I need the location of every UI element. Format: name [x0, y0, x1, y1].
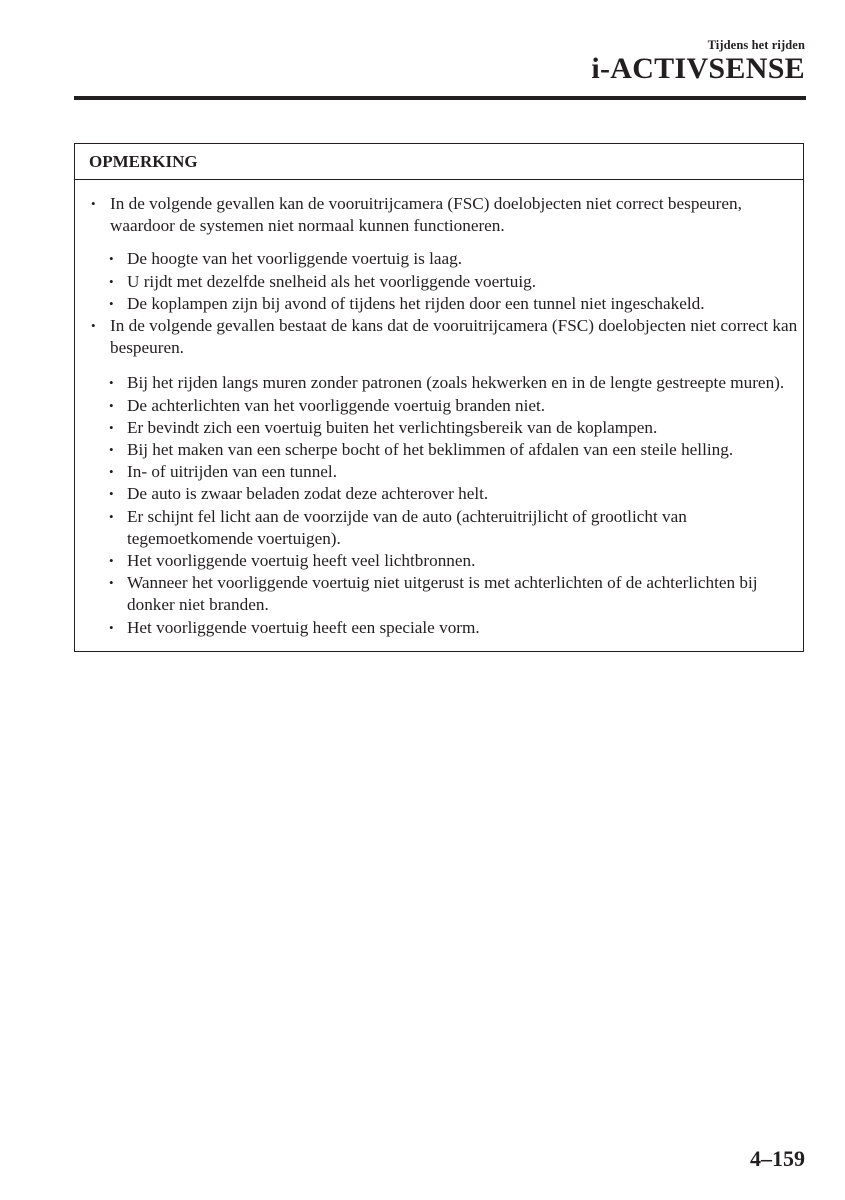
list-item-text: De hoogte van het voorliggende voertuig is laag. [127, 249, 463, 269]
sub-list-item [75, 550, 803, 572]
header-divider [74, 96, 806, 100]
note-heading: OPMERKING [75, 144, 803, 180]
list-item-text: Bij het maken van een scherpe bocht of het beklimmen of afdalen van een steile helling. [127, 440, 734, 460]
list-item-text: In- of uitrijden van een tunnel. [127, 462, 338, 482]
bullet-icon: • [109, 486, 114, 502]
page-title: i-ACTIVSENSE [591, 52, 805, 85]
bullet-icon: • [109, 397, 114, 413]
sub-list-item [75, 572, 803, 616]
bullet-icon: • [109, 464, 114, 480]
bullet-icon: • [109, 251, 114, 267]
sub-list-item [75, 395, 803, 417]
bullet-icon: • [91, 196, 96, 211]
sub-list-item [75, 293, 803, 315]
bullet-icon: • [109, 553, 114, 569]
sub-list-item [75, 271, 803, 293]
sub-list-item [75, 506, 803, 550]
sub-list-item [75, 248, 803, 270]
bullet-icon: • [109, 442, 114, 458]
list-item-text: De koplampen zijn bij avond of tijdens het rijden door een tunnel niet ingeschakeld. [127, 293, 705, 313]
note-body [75, 180, 803, 651]
list-item-text: Het voorliggende voertuig heeft een speciale vorm. [127, 617, 480, 637]
bullet-icon: • [109, 575, 114, 591]
bullet-icon: • [109, 273, 114, 289]
bullet-icon: • [109, 419, 114, 435]
list-item-text: Er bevindt zich een voertuig buiten het verlichtingsbereik van de koplampen. [127, 417, 658, 437]
sub-list-item [75, 483, 803, 505]
list-item-text: Er schijnt fel licht aan de voorzijde van de auto (achteruitrijlicht of grootlicht van tegemoetkomende voertuigen). [127, 506, 687, 548]
list-item-text: Het voorliggende voertuig heeft veel lichtbronnen. [127, 551, 476, 571]
bullet-icon: • [109, 619, 114, 635]
sub-list-item [75, 461, 803, 483]
note-box [74, 143, 804, 652]
list-item-text: In de volgende gevallen bestaat de kans dat de vooruitrijcamera (FSC) doelobjecten niet correct kan bespeuren. [110, 316, 798, 358]
page-number: 4–159 [750, 1146, 805, 1171]
bullet-icon: • [109, 295, 114, 311]
list-item-text: Wanneer het voorliggende voertuig niet uitgerust is met achterlichten of de achterlichten bij donker niet branden. [127, 573, 758, 615]
list-item-text: De achterlichten van het voorliggende voertuig branden niet. [127, 395, 546, 415]
sub-list-item [75, 372, 803, 394]
section-label: Tijdens het rijden [707, 38, 805, 52]
bullet-icon: • [91, 318, 96, 334]
sub-list-item [75, 417, 803, 439]
list-item-text: De auto is zwaar beladen zodat deze achterover helt. [127, 484, 489, 504]
list-item [75, 315, 803, 359]
bullet-icon: • [109, 375, 114, 391]
list-item-text: U rijdt met dezelfde snelheid als het voorliggende voertuig. [127, 271, 537, 291]
sub-list-item [75, 617, 803, 639]
list-item [75, 193, 803, 237]
sub-list-item [75, 439, 803, 461]
list-item-text: Bij het rijden langs muren zonder patronen (zoals hekwerken en in de lengte gestreepte muren). [127, 373, 785, 393]
bullet-icon: • [109, 508, 114, 524]
list-item-text: In de volgende gevallen kan de vooruitrijcamera (FSC) doelobjecten niet correct bespeuren, waardoor de systemen niet normaal kunnen functioneren. [110, 194, 742, 236]
